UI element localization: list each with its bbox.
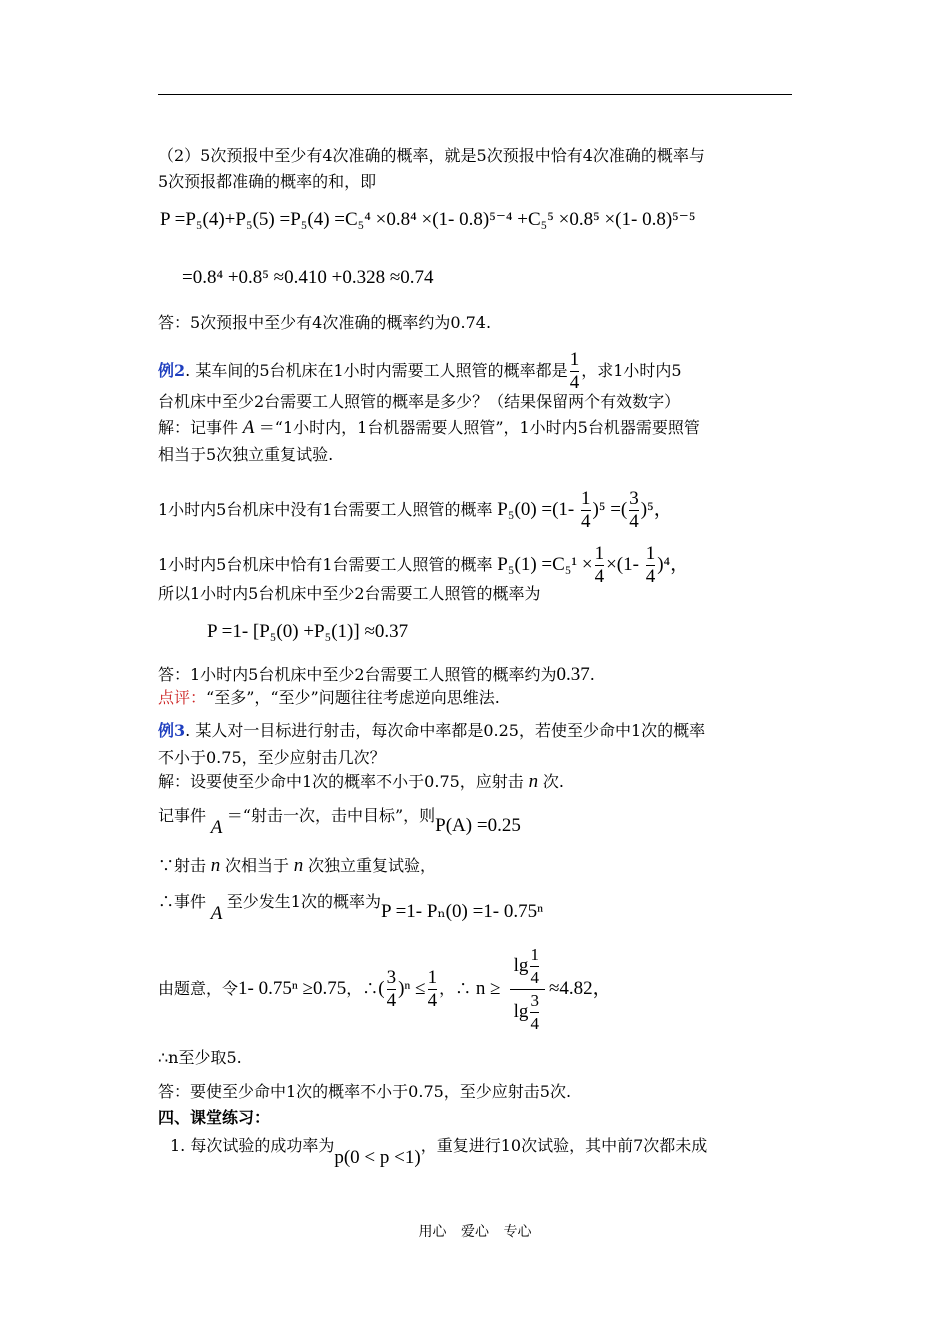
exercise-1 [170,1136,708,1168]
text: . 某车间的5台机床在1小时内需要工人照管的概率都是 [185,361,568,380]
text: 1小时内5台机床中恰有1台需要工人照管的概率 [158,555,493,574]
page-footer: 用心 爱心 专心 [418,1224,532,1240]
equation: 1- 0.75ⁿ ≥0.75 [238,978,347,999]
example-3-line-1 [158,721,705,741]
comment-label: 点评： [158,688,207,707]
fraction-1-4: $\frac{1}{4}$ [594,543,605,587]
example-2-line-1 [158,349,682,394]
text-line: 台机床中至少2台需要工人照管的概率是多少？（结果保留两个有效数字） [158,392,681,411]
text: 至少发生1次的概率为 [226,892,381,911]
fraction-3-4: $\frac{3}{4}$ [386,967,397,1011]
text: ∴事件 [158,892,207,911]
p1-line: 1小时内5台机床中恰有1台需要工人照管的概率 P₅(1) =C₅¹ × $\frac{1}{4}$ ×(1- $\frac{1}{4}$ )⁴， [158,543,690,587]
text: 1. 每次试验的成功率为 [170,1136,335,1155]
answer-3: 答：要使至少命中1次的概率不小于0.75，至少应射击5次. [158,1082,572,1101]
text-line: 5次预报都准确的概率的和，即 [158,172,377,191]
text: 次独立重复试验， [308,856,437,875]
text-line: 所以1小时内5台机床中至少2台需要工人照管的概率为 [158,584,541,603]
solution-2: 解：记事件 A ＝“1小时内，1台机器需要人照管”，1小时内5台机器需要照管 [158,417,700,438]
text-line: ∴n至少取5. [158,1048,242,1067]
text: 由题意，令 [158,979,239,998]
fraction-1-4: $\frac{1}{4}$ [569,349,580,393]
example-3-label: 例3 [158,721,186,740]
comment-line [158,688,500,708]
text-line: 不小于0.75，至少应射击几次？ [158,748,386,767]
fraction-1-4: $\frac{1}{4}$ [645,543,656,587]
answer-1: 答：5次预报中至少有4次准确的概率约为0.74. [158,313,492,332]
text: ∵射击 [158,856,207,875]
fraction-3-4: $\frac{3}{4}$ [629,488,639,532]
text-line: 相当于5次独立重复试验. [158,445,334,464]
text: 解：记事件 [158,418,239,437]
text-line: （2）5次预报中至少有4次准确的概率，就是5次预报中恰有4次准确的概率与 [158,146,705,165]
header-rule [158,94,792,95]
text: ，重复进行10次试验，其中前7次都未成 [420,1136,708,1155]
example-2-label: 例2 [158,361,186,380]
text: 次. [542,772,564,791]
text: . 某人对一目标进行射击，每次命中率都是0.25，若使至少命中1次的概率 [185,721,706,740]
fraction-1-4: $\frac{1}{4}$ [581,488,591,532]
text: 答：1小时内5台机床中至少2台需要工人照管的概率约为 [158,665,557,684]
equation-result: =0.8⁴ +0.8⁵ ≈0.410 +0.328 ≈0.74 [182,267,434,288]
p0-line: 1小时内5台机床中没有1台需要工人照管的概率 P₅(0) =(1- $\frac{1}{4}$ )⁵ =( $\frac{3}{4}$ )⁵， [158,488,673,532]
equation-p5: P =P₅(4)+P₅(5) =P₅(4) =C₅⁴ ×0.8⁴ ×(1- 0.8)⁵⁻⁴ +C₅⁵ ×0.8⁵ ×(1- 0.8)⁵⁻⁵ [160,209,696,230]
text: ＝“射击一次，击中目标”，则 [226,806,436,825]
log-fraction: lg $\frac{1}{4}$ lg $\frac{3}{4}$ [510,944,545,1035]
since-line: ∵射击 n 次相当于 n 次独立重复试验， [158,855,437,876]
text: ，求1小时内5 [581,361,682,380]
text: ＝“1小时内，1台机器需要人照管”，1小时内5台机器需要照管 [258,418,700,437]
text: 记事件 [158,806,207,825]
answer-2: 答：1小时内5台机床中至少2台需要工人照管的概率约为0.37. [158,664,595,685]
equation: P(A) =0.25 [435,815,521,836]
event-line: 记事件 A ＝“射击一次，击中目标”，则P(A) =0.25 [158,806,521,838]
section-heading: 四、课堂练习： [158,1108,271,1127]
equation: p(0 < p <1) [334,1147,421,1168]
condition-line: 由题意，令1- 0.75ⁿ ≥0.75，∴( $\frac{3}{4}$ )ⁿ ≤ $\frac{1}{4}$ ，∴ n ≥ lg $\frac{1}{4}$ lg $\frac{3}{4}$ ≈4.82， [158,945,612,1033]
text: “至多”，“至少”问题往往考虑逆向思维法. [206,688,500,707]
text: 次相当于 [225,856,290,875]
equation-p-2: P =1- [P₅(0) +P₅(1)] ≈0.37 [207,621,409,642]
therefore-line: ∴事件 A 至少发生1次的概率为P =1- Pₙ(0) =1- 0.75ⁿ [158,892,544,924]
text: 解：设要使至少命中1次的概率不小于0.75，应射击 [158,772,524,791]
value: 0.37 [556,664,590,685]
fraction-1-4: $\frac{1}{4}$ [427,967,438,1011]
solution-3: 解：设要使至少命中1次的概率不小于0.75，应射击 n 次. [158,771,564,792]
equation: P =1- Pₙ(0) =1- 0.75ⁿ [380,901,544,922]
text: 1小时内5台机床中没有1台需要工人照管的概率 [158,500,493,519]
